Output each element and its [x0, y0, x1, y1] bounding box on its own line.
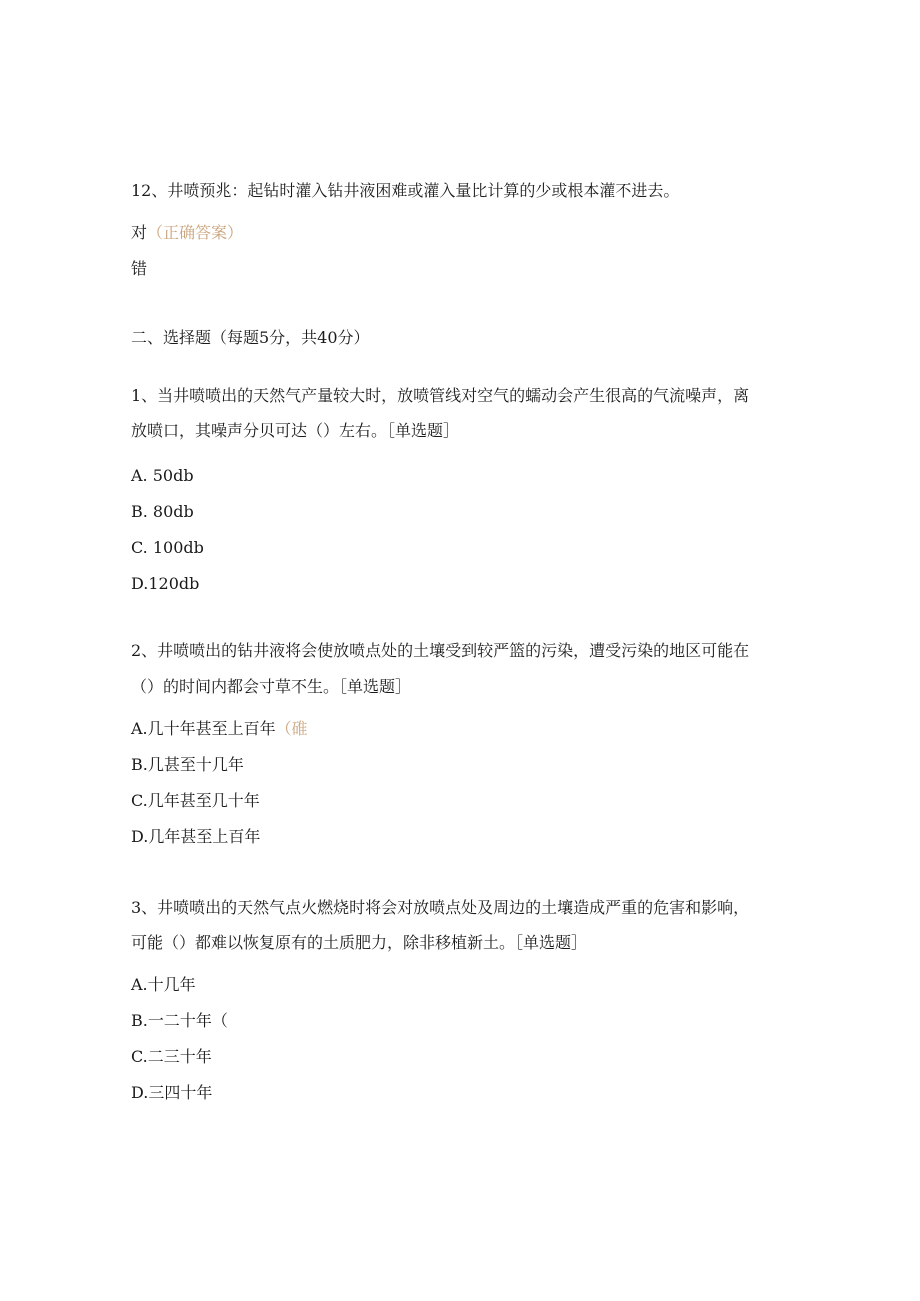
question-1-option-a: A. 50db: [131, 466, 194, 485]
question-1-option-d: D.120db: [131, 574, 200, 593]
question-3-option-c: C.二三十年: [131, 1047, 212, 1066]
question-2-line-2: （）的时间内都会寸草不生。［单选题］: [131, 677, 412, 696]
question-2-option-d: D.几年甚至上百年: [131, 827, 261, 846]
question-2-option-a: [131, 719, 308, 739]
question-3-option-b: B.一二十年（: [131, 1011, 228, 1030]
question-2-line-1: 2、井喷喷出的钻井液将会使放喷点处的土壤受到较严篮的污染，遭受污染的地区可能在: [131, 641, 750, 660]
option-label: A.几十年甚至上百年: [131, 719, 276, 738]
question-3-option-d: D.三四十年: [131, 1083, 213, 1102]
question-12-option-false: 错: [131, 259, 148, 278]
question-1-option-b: B. 80db: [131, 502, 194, 521]
question-3-line-1: 3、井喷喷出的天然气点火燃烧时将会对放喷点处及周边的土壤造成严重的危害和影响，: [131, 898, 750, 917]
question-2-option-c: C.几年甚至几十年: [131, 791, 260, 810]
correct-answer-mark: （正确答案）: [147, 223, 244, 242]
question-2-option-b: B.几甚至十几年: [131, 755, 244, 774]
question-12-text: 12、井喷预兆：起钻时灌入钻井液困难或灌入量比计算的少或根本灌不进去。: [131, 181, 680, 200]
correct-answer-mark: （碓: [275, 719, 308, 738]
section-title: 二、选择题（每题5分，共40分）: [131, 328, 370, 347]
question-12-option-true: [131, 223, 243, 243]
question-1-line-1: 1、当井喷喷出的天然气产量较大时，放喷管线对空气的蠕动会产生很高的气流噪声，离: [131, 386, 750, 405]
option-label: 对: [131, 223, 148, 242]
question-3-line-2: 可能（）都难以恢复原有的土质肥力，除非移植新土。［单选题］: [131, 933, 588, 952]
question-1-line-2: 放喷口，其噪声分贝可达（）左右。［单选题］: [131, 421, 460, 440]
question-3-option-a: A.十几年: [131, 975, 196, 994]
question-1-option-c: C. 100db: [131, 538, 204, 557]
